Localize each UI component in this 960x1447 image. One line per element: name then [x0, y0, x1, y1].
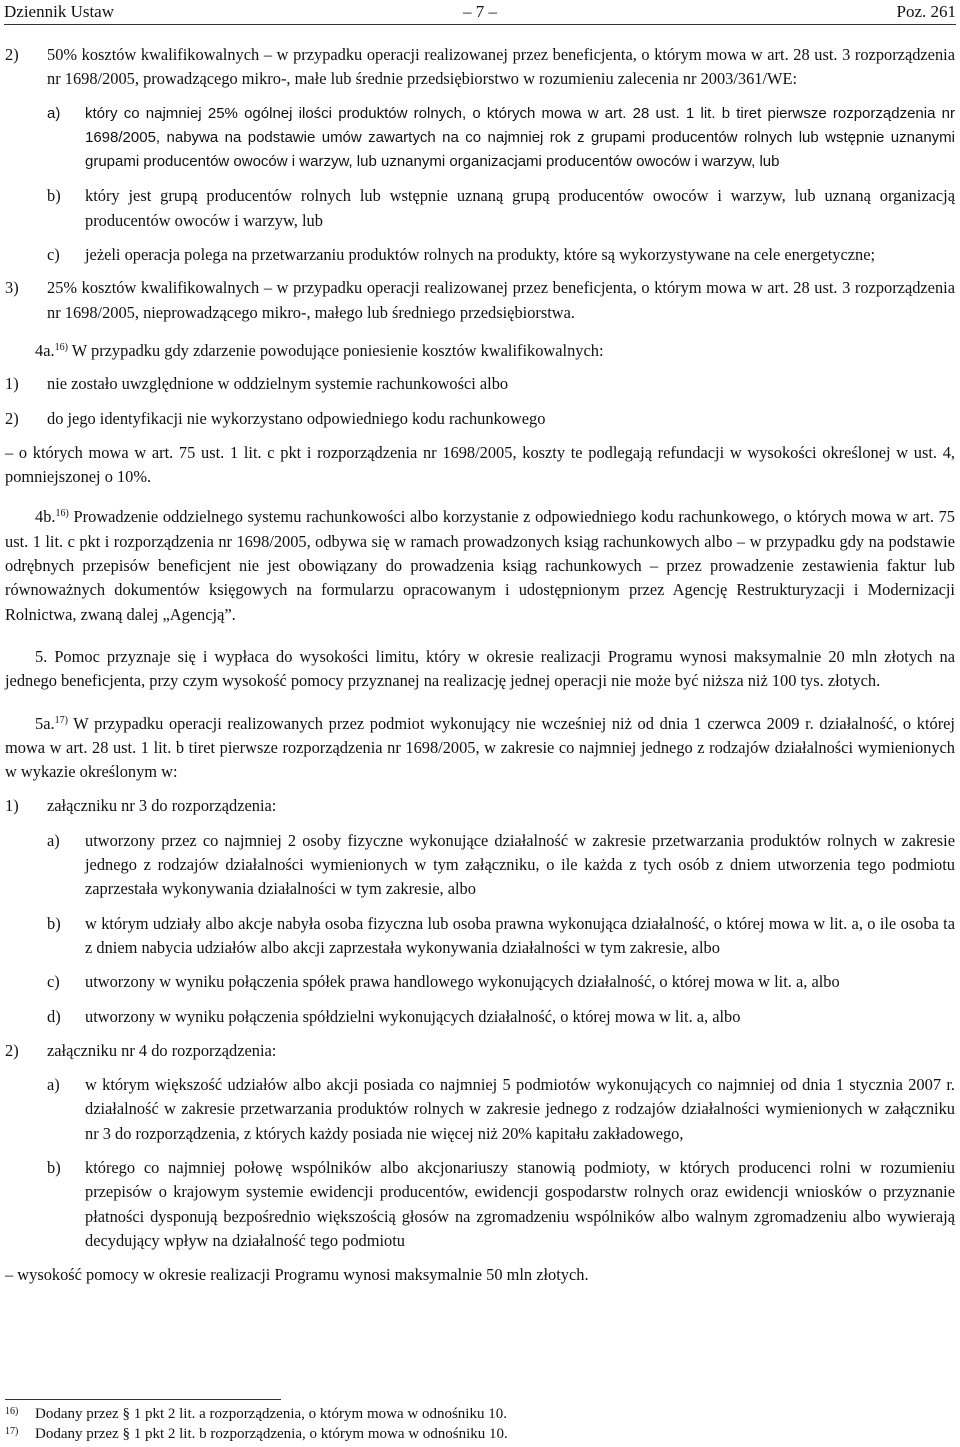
- sub-item-letter: b): [47, 913, 61, 933]
- item-number: 2): [5, 1040, 19, 1060]
- footnote-text: Dodany przez § 1 pkt 2 lit. b rozporządzenia, o którym mowa w odnośniku 10.: [35, 1426, 508, 1442]
- footnote-divider: [5, 1399, 281, 1400]
- item-number: 1): [5, 796, 19, 816]
- sub-item: [47, 243, 955, 267]
- document-body: [5, 43, 955, 1287]
- sub-item-letter: b): [47, 1157, 61, 1177]
- item-number: 2): [5, 408, 19, 428]
- list-item: [5, 407, 955, 431]
- item-text: do jego identyfikacji nie wykorzystano odpowiedniego kodu rachunkowego: [47, 408, 546, 428]
- list-item: [5, 43, 955, 92]
- paragraph-text: W przypadku operacji realizowanych przez podmiot wykonujący nie wcześniej niż od dnia 1 czerwca 2009 r. działalność, o której mowa w art. 28 ust. 1 lit. b tiret pierwsze rozporządzenia nr 1698/2005, w zakresie co najmniej jednego z rodzajów działalności wymienionych w wykazie określonym w:: [5, 713, 955, 782]
- footnote-text: Dodany przez § 1 pkt 2 lit. a rozporządzenia, o którym mowa w odnośniku 10.: [35, 1406, 507, 1422]
- item-number: 2): [5, 45, 19, 64]
- sub-item-letter: a): [47, 830, 60, 850]
- sub-item-letter: c): [47, 245, 60, 265]
- position-number: Poz. 261: [896, 2, 956, 21]
- list-item: [5, 1039, 955, 1063]
- paragraph-text: W przypadku gdy zdarzenie powodujące poniesienie kosztów kwalifikowalnych:: [71, 340, 604, 360]
- sub-item: [47, 1005, 955, 1029]
- paragraph-label: 4b.: [35, 507, 56, 527]
- item-number: 1): [5, 374, 19, 394]
- paragraph-4b: [5, 505, 955, 626]
- sub-item-text: w którym większość udziałów albo akcji posiada co najmniej 5 podmiotów wykonujących co najmniej od dnia 1 stycznia 2007 r. działalność w zakresie przetwarzania produktów rolnych w zakresie jednego z rodzajów działalności wymienionych w załączniku nr 3 do rozporządzenia, z których każdy posiada nie więcej niż 20% kapitału zakładowego,: [85, 1075, 955, 1143]
- sub-item-text: utworzony w wyniku połączenia spółdzielni wykonujących działalność, o której mowa w lit. a, albo: [85, 1006, 741, 1026]
- sub-item-text: w którym udziały albo akcje nabyła osoba fizyczna lub osoba prawna wykonująca działalność, o której mowa w lit. a, o ile osoba ta z dniem nabycia udziałów albo akcji zaprzestała wykonywania działalności w tym zakresie, albo: [85, 913, 955, 957]
- paragraph-5a: [5, 712, 955, 785]
- sub-item: [47, 184, 955, 233]
- journal-name: Dziennik Ustaw: [4, 2, 115, 21]
- list-item: [5, 372, 955, 396]
- paragraph-4a: [5, 339, 955, 363]
- paragraph-label: 4a.: [35, 340, 55, 360]
- item-text: załączniku nr 3 do rozporządzenia:: [47, 796, 277, 816]
- sub-item: [47, 1156, 955, 1253]
- paragraph-text: Prowadzenie oddzielnego systemu rachunkowości albo korzystanie z odpowiedniego kodu rachunkowego, o których mowa w art. 75 ust. 1 lit. c pkt i rozporządzenia nr 1698/2005, odbywa się w ramach prowadzonych ksiąg rachunkowych albo – w przypadku gdy na podstawie odrębnych przepisów beneficjent nie jest obowiązany do prowadzenia ksiąg rachunkowych – przez prowadzenie zestawienia faktur lub równoważnych dokumentów księgowych na formularzu opracowanym i udostępnionym przez Agencję Restrukturyzacji i Modernizacji Rolnictwa, zwaną dalej „Agencją”.: [5, 507, 955, 624]
- sub-item: [47, 1073, 955, 1146]
- paragraph-5a-tail: – wysokość pomocy w okresie realizacji Programu wynosi maksymalnie 50 mln złotych.: [5, 1265, 589, 1285]
- sub-item-letter: d): [47, 1006, 61, 1026]
- footnote-ref: 16): [54, 341, 68, 353]
- footnote: [5, 1405, 945, 1423]
- sub-item: [47, 829, 955, 902]
- sub-item-text: którego co najmniej połowę wspólników albo akcjonariuszy stanowią podmioty, w których producenci rolni w rozumieniu przepisów o krajowym systemie ewidencji producentów, ewidencji gospodarstw rolnych oraz ewidencji wniosków o przyznanie płatności dysponują bezpośrednio większością głosów na zgromadzeniu wspólników albo walnym zgromadzeniu albo wywierają decydujący wpływ na działalność tego podmiotu: [85, 1157, 955, 1250]
- item-number: 3): [5, 278, 19, 298]
- sub-item-letter: b): [47, 186, 61, 206]
- paragraph-label: 5a.: [35, 713, 55, 733]
- footnote-ref: 16): [55, 508, 69, 520]
- paragraph-5: 5. Pomoc przyznaje się i wypłaca do wysokości limitu, który w okresie realizacji Programu wynosi maksymalnie 20 mln złotych na jednego beneficjenta, przy czym wysokość pomocy przyznanej na realizację jednej operacji nie może być niższa niż 100 tys. złotych.: [5, 646, 955, 691]
- sub-item-letter: a): [47, 104, 61, 122]
- sub-item-text: który jest grupą producentów rolnych lub wstępnie uznaną grupą producentów owoców i warzyw, lub uznaną organizacją producentów owoców i warzyw, lub: [85, 186, 955, 230]
- footnote-ref: 17): [54, 714, 68, 726]
- list-item: [5, 794, 955, 818]
- page-number: – 7 –: [463, 2, 497, 21]
- page-header: [4, 0, 956, 25]
- item-text: 25% kosztów kwalifikowalnych – w przypadku operacji realizowanej przez beneficjenta, o którym mowa w art. 28 ust. 3 rozporządzenia nr 1698/2005, nieprowadzącego mikro-, małego lub średniego przedsiębiorstwa.: [47, 278, 955, 322]
- item-text: 50% kosztów kwalifikowalnych – w przypadku operacji realizowanej przez beneficjenta, o którym mowa w art. 28 ust. 3 rozporządzenia nr 1698/2005, prowadzącego mikro-, małe lub średnie przedsiębiorstwo w rozumieniu zalecenia nr 2003/361/WE:: [47, 45, 955, 89]
- sub-item: [47, 102, 955, 175]
- sub-item-text: jeżeli operacja polega na przetwarzaniu produktów rolnych na produkty, które są wykorzystywane na cele energetyczne;: [85, 245, 876, 265]
- footnote-number: 17): [5, 1426, 19, 1437]
- footnote: [5, 1425, 945, 1443]
- sub-item: [47, 912, 955, 961]
- item-text: załączniku nr 4 do rozporządzenia:: [47, 1040, 277, 1060]
- sub-item: [47, 970, 955, 994]
- list-item: [5, 276, 955, 325]
- sub-item-text: utworzony przez co najmniej 2 osoby fizyczne wykonujące działalność w zakresie przetwarzania produktów rolnych w zakresie jednego z rodzajów działalności wymienionych w tym załączniku, o ile każda z tych osób z dniem utworzenia tego podmiotu zaprzestała wykonywania działalności w tym zakresie, albo: [85, 830, 955, 899]
- footnote-number: 16): [5, 1406, 19, 1417]
- sub-item-letter: a): [47, 1075, 60, 1095]
- sub-item-letter: c): [47, 972, 60, 992]
- sub-item-text: utworzony w wyniku połączenia spółek prawa handlowego wykonujących działalność, o której mowa w lit. a, albo: [85, 972, 840, 992]
- item-text: nie zostało uwzględnione w oddzielnym systemie rachunkowości albo: [47, 374, 509, 394]
- paragraph-4a-tail: – o których mowa w art. 75 ust. 1 lit. c pkt i rozporządzenia nr 1698/2005, koszty te podlegają refundacji w wysokości określonej w ust. 4, pomniejszonej o 10%.: [5, 442, 955, 487]
- sub-item-text: który co najmniej 25% ogólnej ilości produktów rolnych, o których mowa w art. 28 ust. 1 lit. b tiret pierwsze rozporządzenia nr 1698/2005, nabywa na podstawie umów zawartych na co najmniej rok z grupami producentów rolnych lub wstępnie uznanymi grupami producentów owoców i warzyw, lub uznanymi organizacjami producentów owoców i warzyw, lub: [85, 104, 955, 171]
